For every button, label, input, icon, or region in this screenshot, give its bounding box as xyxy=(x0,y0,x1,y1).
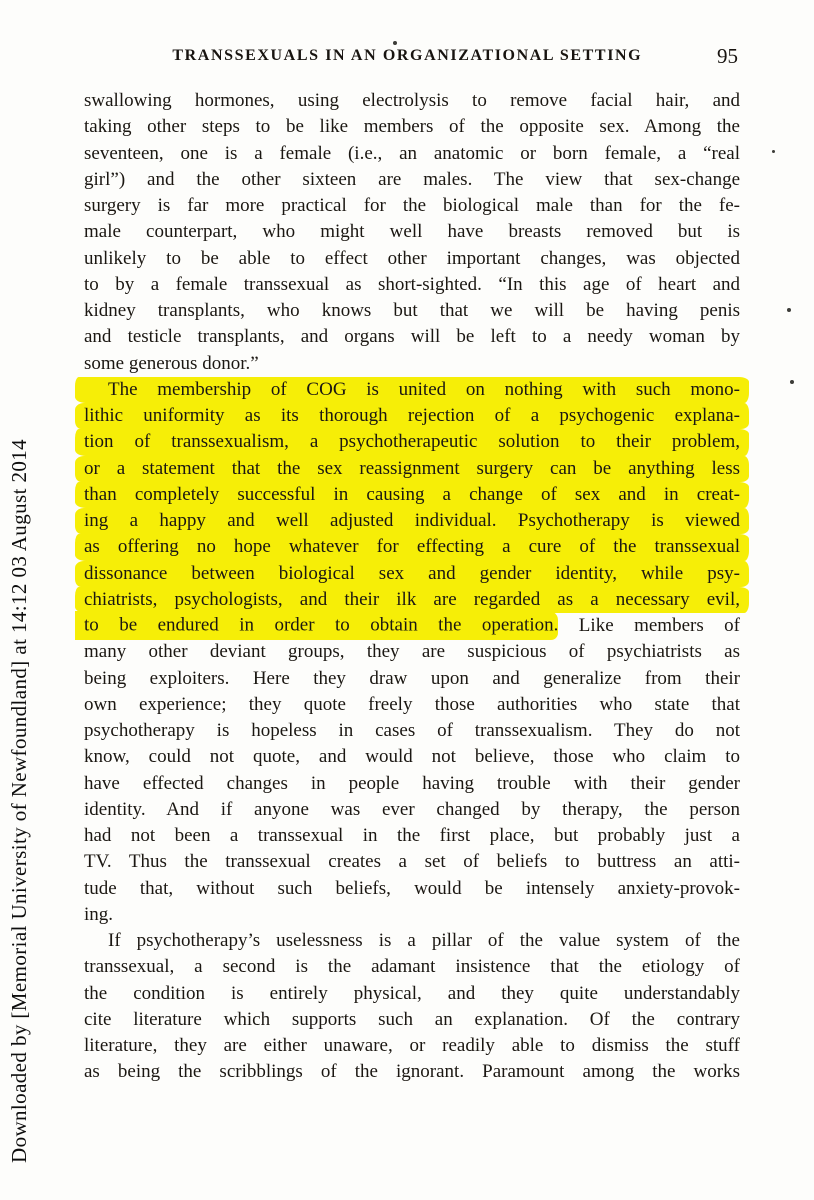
page-title: TRANSSEXUALS IN AN ORGANIZATIONAL SETTING xyxy=(172,47,643,64)
ink-speck xyxy=(787,308,791,312)
text-line: male counterpart, who might well have breasts removed but is xyxy=(84,221,740,243)
text-line: some generous donor.” xyxy=(84,352,259,374)
text-line-highlighted: dissonance between biological sex and gender identity, while psy- xyxy=(75,561,749,587)
text-line: have effected changes in people having trouble with their gender xyxy=(84,772,740,794)
download-watermark: Downloaded by [Memorial University of Newfoundland] at 14:12 03 August 2014 xyxy=(7,438,31,1163)
text-line: had not been a transsexual in the first place, but probably just a xyxy=(84,825,740,846)
text-line: the condition is entirely physical, and they quite understandably xyxy=(84,982,740,1004)
text-line: literature, they are either unaware, or readily able to dismiss the stuff xyxy=(84,1035,740,1056)
text-line: taking other steps to be like members of the opposite sex. Among the xyxy=(84,116,740,138)
text-line-highlighted: tion of transsexualism, a psychotherapeutic solution to their problem, xyxy=(75,429,749,455)
text-line: If psychotherapy’s uselessness is a pillar of the value system of the xyxy=(108,930,740,951)
text-line-highlighted: or a statement that the sex reassignment surgery can be anything less xyxy=(75,456,749,482)
body-text xyxy=(84,88,740,1086)
text-line: TV. Thus the transsexual creates a set of beliefs to buttress an atti- xyxy=(84,851,740,873)
text-line: swallowing hormones, using electrolysis to remove facial hair, and xyxy=(84,90,740,111)
plain-text: Like members of xyxy=(558,615,740,636)
text-line: to by a female transsexual as short-sighted. “In this age of heart and xyxy=(84,273,740,295)
highlighted-text: to be endured in order to obtain the operation. xyxy=(84,611,558,639)
text-line: psychotherapy is hopeless in cases of transsexualism. They do not xyxy=(84,720,740,741)
ink-speck xyxy=(393,41,397,45)
text-line-highlighted: as offering no hope whatever for effecting a cure of the transsexual xyxy=(75,534,749,560)
text-line: seventeen, one is a female (i.e., an anatomic or born female, a “real xyxy=(84,142,740,164)
text-line: kidney transplants, who knows but that we will be having penis xyxy=(84,300,740,321)
text-line-highlighted: The membership of COG is united on nothing with such mono- xyxy=(75,377,749,403)
text-line: being exploiters. Here they draw upon and generalize from their xyxy=(84,667,740,689)
running-header xyxy=(84,44,740,70)
ink-speck xyxy=(772,150,775,153)
text-line: girl”) and the other sixteen are males. The view that sex-change xyxy=(84,168,740,190)
text-line: and testicle transplants, and organs will be left to a needy woman by xyxy=(84,326,740,348)
text-line: surgery is far more practical for the biological male than for the fe- xyxy=(84,195,740,216)
text-line-highlighted: chiatrists, psychologists, and their ilk are regarded as a necessary evil, xyxy=(75,587,749,613)
text-line: cite literature which supports such an explanation. Of the contrary xyxy=(84,1008,740,1030)
text-line: ing. xyxy=(84,903,114,925)
text-line: transsexual, a second is the adamant insistence that the etiology of xyxy=(84,956,740,978)
text-line: as being the scribblings of the ignorant. Paramount among the works xyxy=(84,1061,740,1083)
text-line-highlighted: than completely successful in causing a change of sex and in creat- xyxy=(75,482,749,508)
text-line: tude that, without such beliefs, would be intensely anxiety-provok- xyxy=(84,877,740,899)
text-line: know, could not quote, and would not believe, those who claim to xyxy=(84,746,740,768)
text-line xyxy=(84,613,740,639)
text-line-highlighted: lithic uniformity as its thorough rejection of a psychogenic explana- xyxy=(75,403,749,429)
ink-speck xyxy=(790,380,794,384)
page-number: 95 xyxy=(717,44,738,68)
text-line-highlighted: ing a happy and well adjusted individual. Psychotherapy is viewed xyxy=(75,508,749,534)
text-line: identity. And if anyone was ever changed by therapy, the person xyxy=(84,798,740,820)
text-line: own experience; they quote freely those authorities who state that xyxy=(84,693,740,715)
text-line: unlikely to be able to effect other important changes, was objected xyxy=(84,247,740,269)
text-line: many other deviant groups, they are suspicious of psychiatrists as xyxy=(84,641,740,663)
